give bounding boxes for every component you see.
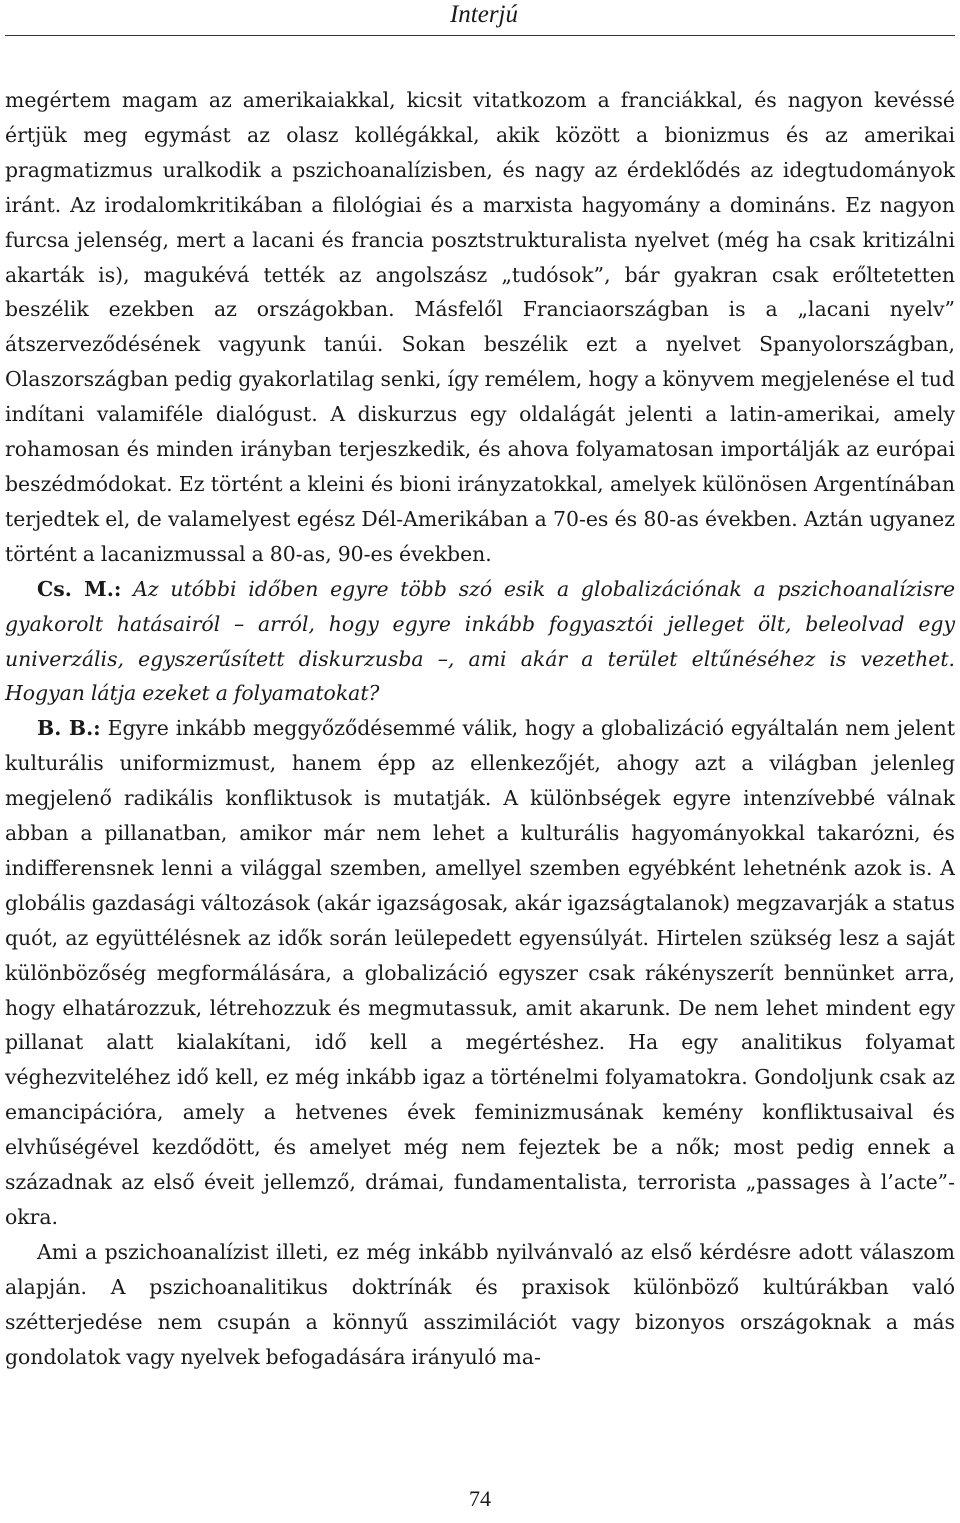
answer-paragraph bbox=[5, 711, 955, 1235]
answer-text: Egyre inkább meggyőződésemmé válik, hogy a globalizáció egyáltalán nem jelent kulturális uniformizmust, hanem épp az ellenkezőjét, ahogy azt a világban jelenleg megjelenő radikális konfliktusok is mutatják. A különbségek egyre intenzívebbé válnak abban a pillanatban, amikor már nem lehet a kulturális hagyományokkal takarózni, és indifferensnek lenni a világgal szemben, amellyel szemben egyébként lehetnénk azok is. A globális gazdasági változások (akár igazságosak, akár igazságtalanok) megzavarják a status quót, az együttélésnek az idők során leülepedett egyensúlyát. Hirtelen szükség lesz a saját különbözőség megformálására, a globalizáció egyszer csak rákényszerít bennünket arra, hogy elhatározzuk, létrehozzuk és megmutassuk, amit akarunk. De nem lehet mindent egy pillanat alatt kialakítani, idő kell a megértéshez. Ha egy analitikus folyamat véghezviteléhez idő kell, ez még inkább igaz a történelmi folyamatokra. Gondoljunk csak az emancipációra, amely a hetvenes évek feminizmusának kemény konfliktusaival és elvhűségével kezdődött, és amelyet még nem fejeztek be a nők; most pedig ennek a századnak az első éveit jellemző, drámai, fundamentalista, terrorista „passages à l’acte”-okra. bbox=[5, 716, 956, 1229]
page-number: 74 bbox=[469, 1486, 491, 1511]
paragraph-continued: megértem magam az amerikaiakkal, kicsit vitatkozom a franciákkal, és nagyon kevéssé értjük meg egymást az olasz kollégákkal, akik között a bionizmus és az amerikai pragmatizmus uralkodik a pszichoanalízisben, és nagy az érdeklődés az idegtudományok iránt. Az irodalomkritikában a filológiai és a marxista hagyomány a domináns. Ez nagyon furcsa jelenség, mert a lacani és francia posztstrukturalista nyelvet (még ha csak kritizálni akarták is), magukévá tették az angolszász „tudósok”, bár gyakran csak erőltetetten beszélik ezekben az országokban. Másfelől Franciaországban is a „lacani nyelv” átszerveződésének vagyunk tanúi. Sokan beszélik ezt a nyelvet Spanyolországban, Olaszországban pedig gyakorlatilag senki, így remélem, hogy a könyvem megjelenése el tud indítani valamiféle dialógust. A diskurzus egy oldalágát jelenti a latin-amerikai, amely rohamosan és minden irányban terjeszkedik, és ahova folyamatosan importálják az európai beszédmódokat. Ez történt a kleini és bioni irányzatokkal, amelyek különösen Argentínában terjedtek el, de valamelyest egész Dél-Amerikában a 70-es és 80-as években. Aztán ugyanez történt a lacanizmussal a 80-as, 90-es években. bbox=[5, 88, 955, 566]
paragraph-last: Ami a pszichoanalízist illeti, ez még inkább nyilvánvaló az első kérdésre adott válaszom alapján. A pszichoanalitikus doktrínák és praxisok különböző kultúrákban való szétterjedése nem csupán a könnyű asszimilációt vagy bizonyos országoknak a más gondolatok vagy nyelvek befogadására irányuló ma- bbox=[5, 1239, 955, 1369]
answer-speaker: B. B.: bbox=[37, 716, 101, 741]
running-head: Interjú bbox=[449, 1, 518, 28]
header-rule bbox=[5, 35, 955, 36]
question-text: Az utóbbi időben egyre több szó esik a globalizációnak a pszichoanalízisre gyakorolt hatásairól – arról, hogy egyre inkább fogyasztói jelleget ölt, beleolvad egy univerzális, egyszerűsített diskurzusba –, ami akár a terület eltűnéséhez is vezethet. Hogyan látja ezeket a folyamatokat? bbox=[5, 576, 956, 706]
question-paragraph bbox=[5, 572, 955, 712]
question-speaker: Cs. M.: bbox=[37, 576, 122, 601]
article-body bbox=[5, 83, 955, 1375]
